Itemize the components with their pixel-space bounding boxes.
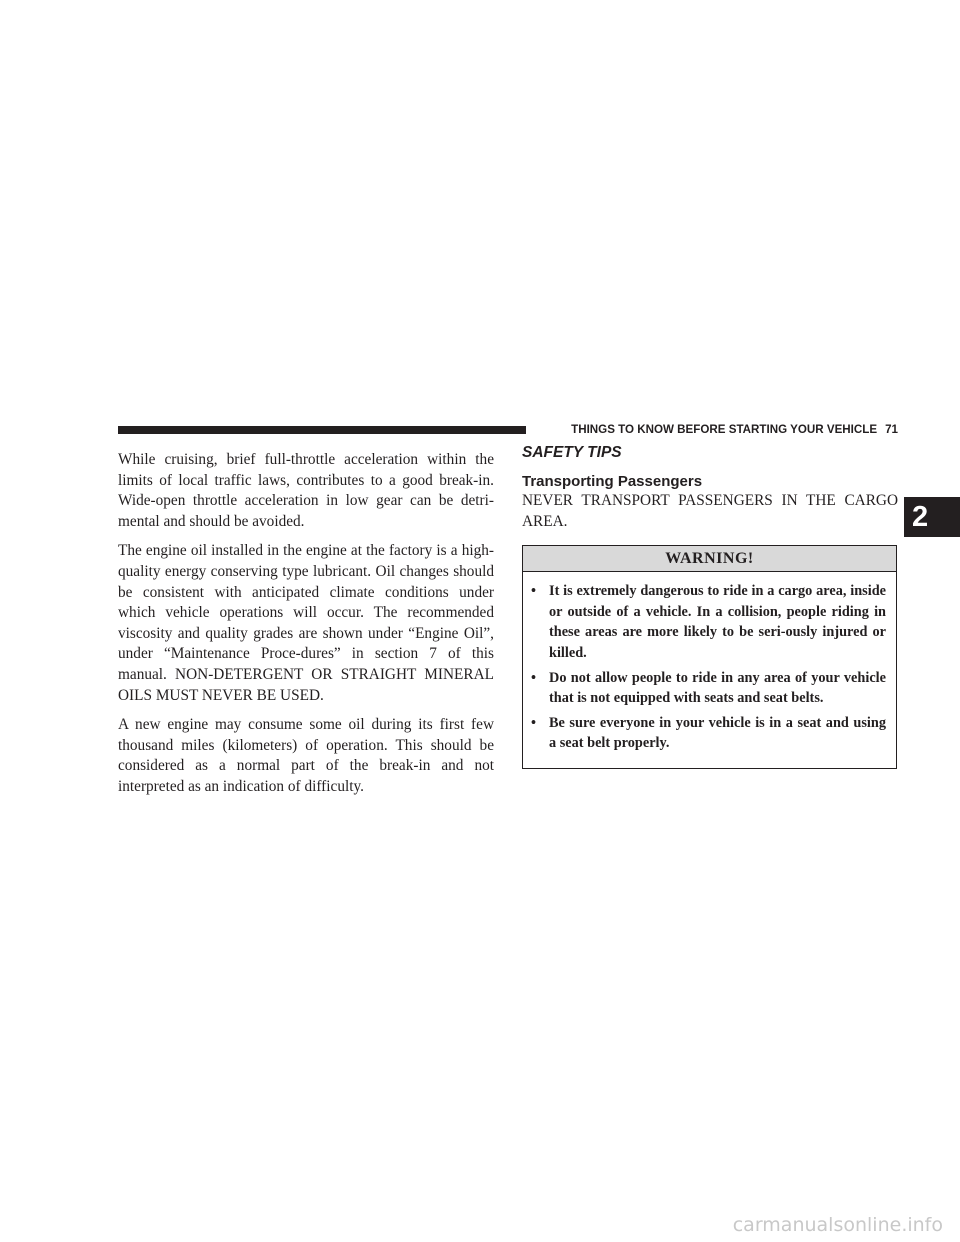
section-tab-number: 2 [912, 501, 929, 533]
bullet-icon: • [531, 669, 537, 686]
running-title: THINGS TO KNOW BEFORE STARTING YOUR VEHICLE [571, 423, 878, 436]
subheading: Transporting Passengers [522, 473, 703, 490]
section-heading: SAFETY TIPS [522, 444, 622, 461]
page-number: 71 [885, 423, 898, 436]
warning-item [531, 713, 886, 754]
paragraph-break-in: While cruising, brief full-throttle acceleration within the limits of local traffic laws, contributes to a good break-in. Wide-open throttle acceleration in low gear can be detri-mental and should be avoided. [118, 451, 494, 530]
warning-title: WARNING! [523, 546, 896, 572]
warning-item-text: It is extremely dangerous to ride in a cargo area, inside or outside of a vehicle. In a collision, people riding in these areas are more likely to be seri-ously injured or killed. [549, 583, 886, 661]
warning-item [531, 668, 886, 709]
paragraph-engine-oil: The engine oil installed in the engine at the factory is a high-quality energy conserving type lubricant. Oil changes should be consistent with anticipated climate conditions under which vehicle operations will occur. The recommended viscosity and quality grades are shown under “Engine Oil”, under “Maintenance Proce-dures” in section 7 of this manual. NON-DETERGENT OR STRAIGHT MINERAL OILS MUST NEVER BE USED. [118, 542, 494, 704]
warning-list [523, 572, 896, 768]
header-rule [118, 426, 526, 434]
warning-item-text: Do not allow people to ride in any area of your vehicle that is not equipped with seats and seat belts. [549, 669, 886, 707]
watermark: carmanualsonline.info [732, 1214, 943, 1236]
bullet-icon: • [531, 583, 537, 600]
cargo-notice: NEVER TRANSPORT PASSENGERS IN THE CARGO AREA. [522, 492, 898, 530]
warning-item [531, 581, 886, 663]
warning-box [522, 545, 897, 769]
running-header [536, 423, 898, 437]
bullet-icon: • [531, 714, 537, 731]
paragraph-oil-consumption: A new engine may consume some oil during its first few thousand miles (kilometers) of operation. This should be considered as a normal part of the break-in and not interpreted as an indication of difficulty. [118, 716, 494, 795]
left-column [118, 450, 494, 807]
section-tab [904, 497, 960, 537]
warning-item-text: Be sure everyone in your vehicle is in a seat and using a seat belt properly. [549, 714, 886, 752]
right-column [522, 443, 898, 769]
